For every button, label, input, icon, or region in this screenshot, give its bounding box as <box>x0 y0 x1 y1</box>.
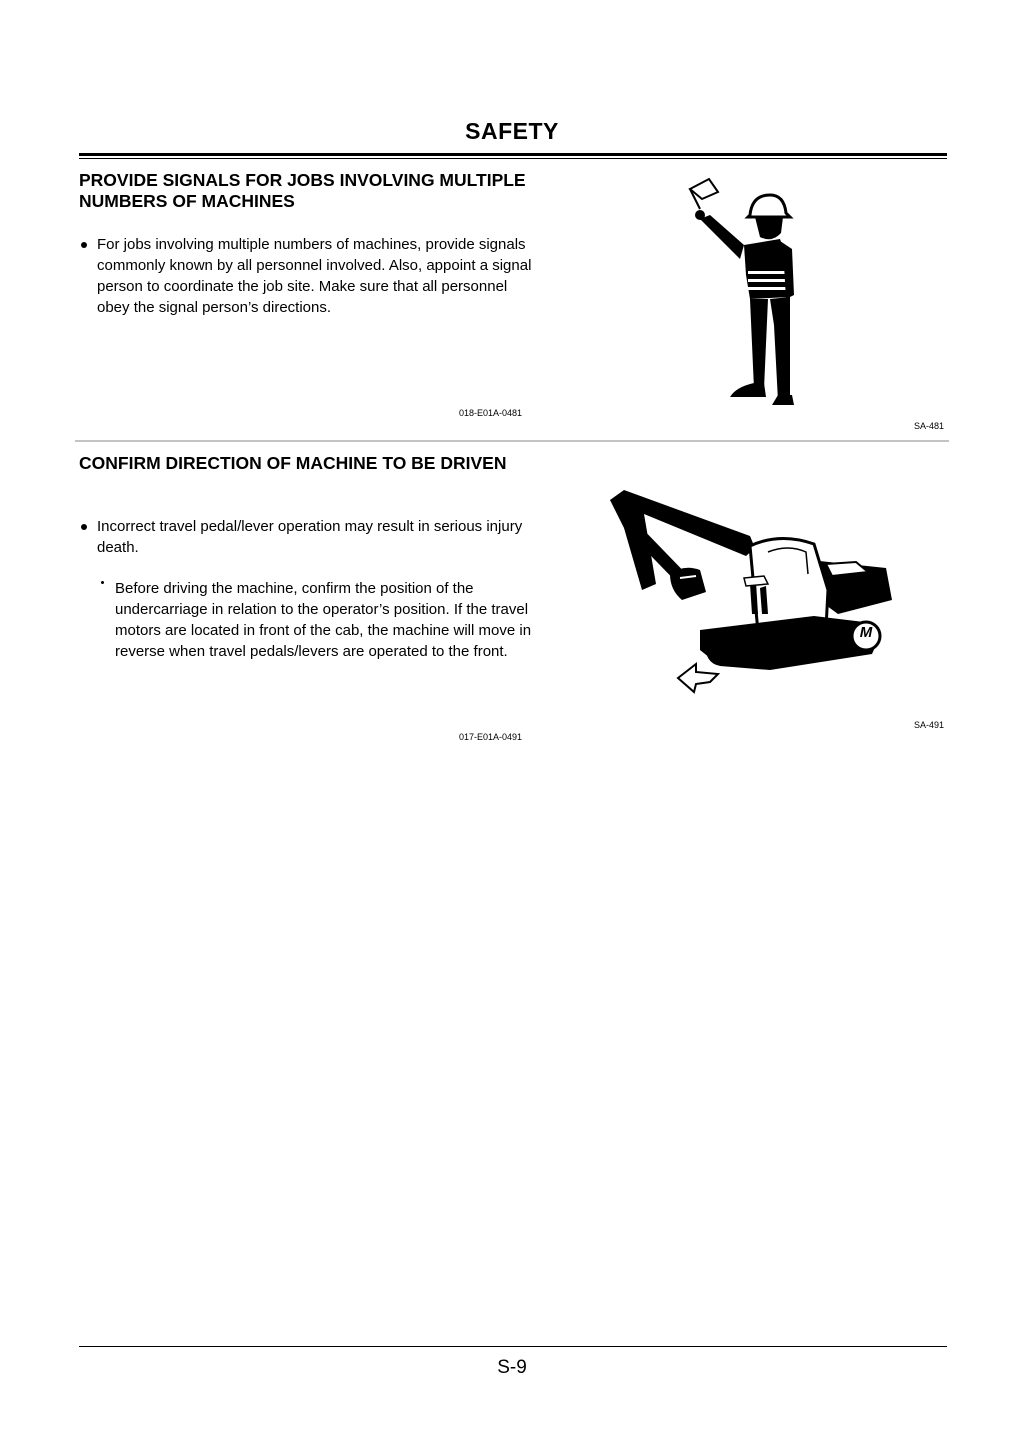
section-2-figure-code: SA-491 <box>914 720 945 730</box>
section-2-text-code: 017-E01A-0491 <box>459 732 523 742</box>
excavator-figure <box>600 484 900 696</box>
section-2-heading: CONFIRM DIRECTION OF MACHINE TO BE DRIVEN <box>79 453 507 473</box>
footer-rule <box>79 1346 947 1347</box>
section-1-bullet <box>79 234 539 318</box>
flag-icon <box>690 179 718 209</box>
sub-bullet-dot-icon <box>101 581 104 584</box>
header-rule-thick <box>79 153 947 156</box>
page-number: S-9 <box>497 1357 527 1378</box>
bullet-dot-icon <box>81 524 87 530</box>
section-1-bullet-text: For jobs involving multiple numbers of machines, provide signals commonly known by all personnel involved. Also, appoint a signal person to coordinate the job site. Make sure that all personnel obey the signal person’s directions. <box>97 236 532 316</box>
section-1-figure-code: SA-481 <box>914 421 945 431</box>
section-2-sub-bullet <box>97 578 537 662</box>
bullet-dot-icon <box>81 242 87 248</box>
travel-motor-label: M <box>859 624 873 641</box>
section-1-heading: PROVIDE SIGNALS FOR JOBS INVOLVING MULTIPLE NUMBERS OF MACHINES <box>79 170 526 211</box>
section-2-sub-bullet-text: Before driving the machine, confirm the position of the undercarriage in relation to the operator’s position. If the travel motors are located in front of the cab, the machine will move in reverse when travel pedals/levers are operated to the front. <box>115 580 532 660</box>
direction-arrow-icon <box>678 664 718 692</box>
section-2-bullet <box>79 516 539 558</box>
section-separator <box>75 440 949 442</box>
section-1-text-code: 018-E01A-0481 <box>459 408 523 418</box>
signal-person-figure <box>680 175 810 407</box>
header-rule-thin <box>79 158 947 159</box>
excavator-icon <box>610 490 892 670</box>
page-title: SAFETY <box>465 118 559 144</box>
section-2-bullet-text: Incorrect travel pedal/lever operation may result in serious injury death. <box>97 518 523 556</box>
